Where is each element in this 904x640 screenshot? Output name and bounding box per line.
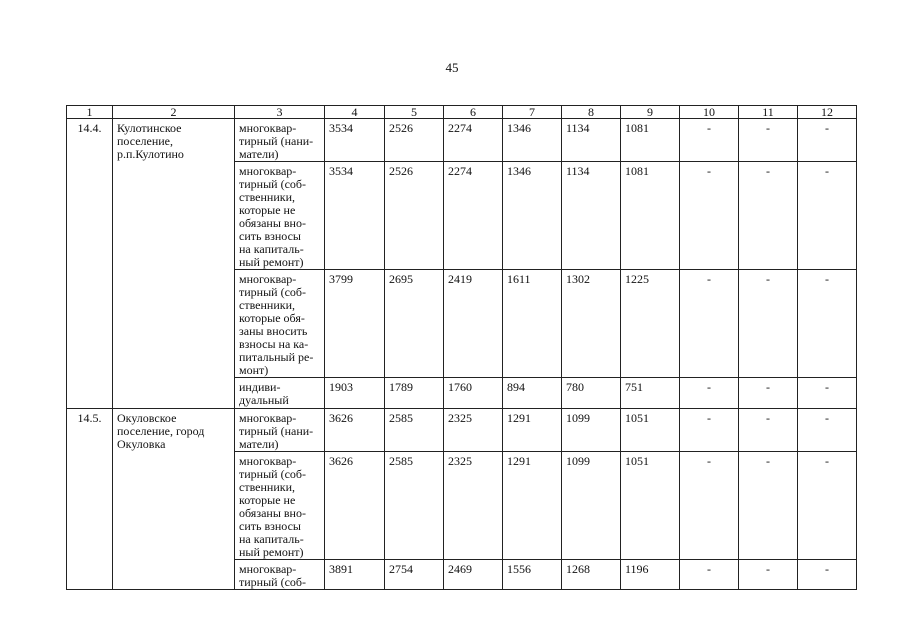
housing-type-line: сить взносы <box>239 519 301 533</box>
housing-type-line: тирный (соб- <box>239 177 306 191</box>
empty-value-cell: - <box>680 270 739 378</box>
housing-type-line: индиви- <box>239 380 281 394</box>
value-cell: 1789 <box>385 378 444 409</box>
housing-type-line: которые не <box>239 493 296 507</box>
housing-type-line: ный ремонт) <box>239 255 304 269</box>
value-cell: 1134 <box>562 162 621 270</box>
value-cell: 2695 <box>385 270 444 378</box>
column-header: 3 <box>235 106 325 119</box>
value-cell: 3534 <box>325 162 385 270</box>
empty-value-cell: - <box>739 452 798 560</box>
value-cell: 1291 <box>503 452 562 560</box>
value-cell: 1346 <box>503 162 562 270</box>
empty-value-cell: - <box>680 162 739 270</box>
header-row <box>67 106 857 119</box>
empty-value-cell: - <box>798 378 857 409</box>
housing-type-cell <box>235 452 325 560</box>
empty-value-cell: - <box>798 452 857 560</box>
settlement-name-cell <box>113 409 235 590</box>
housing-type-cell <box>235 162 325 270</box>
empty-value-cell: - <box>798 409 857 452</box>
value-cell: 894 <box>503 378 562 409</box>
empty-value-cell: - <box>739 119 798 162</box>
item-code-cell: 14.4. <box>67 119 113 409</box>
housing-type-line: матели) <box>239 147 279 161</box>
empty-value-cell: - <box>798 560 857 590</box>
table-row <box>67 409 857 452</box>
housing-type-line: заны вносить <box>239 324 308 338</box>
empty-value-cell: - <box>739 270 798 378</box>
column-header: 6 <box>444 106 503 119</box>
empty-value-cell: - <box>798 270 857 378</box>
housing-type-line: сить взносы <box>239 229 301 243</box>
housing-type-line: ственники, <box>239 298 296 312</box>
value-cell: 1051 <box>621 452 680 560</box>
value-cell: 3626 <box>325 409 385 452</box>
settlement-name-line: Окуловское <box>117 411 177 425</box>
value-cell: 3626 <box>325 452 385 560</box>
housing-type-line: тирный (нани- <box>239 134 314 148</box>
empty-value-cell: - <box>739 378 798 409</box>
value-cell: 2585 <box>385 409 444 452</box>
housing-type-cell <box>235 119 325 162</box>
page-number: 45 <box>445 60 459 75</box>
empty-value-cell: - <box>680 560 739 590</box>
value-cell: 2325 <box>444 409 503 452</box>
housing-type-line: ный ремонт) <box>239 545 304 559</box>
empty-value-cell: - <box>739 162 798 270</box>
table-body <box>67 106 857 590</box>
value-cell: 3799 <box>325 270 385 378</box>
housing-type-line: ственники, <box>239 190 296 204</box>
housing-type-line: монт) <box>239 363 269 377</box>
housing-type-line: тирный (нани- <box>239 424 314 438</box>
empty-value-cell: - <box>680 378 739 409</box>
column-header: 12 <box>798 106 857 119</box>
settlement-name-line: Окуловка <box>117 437 166 451</box>
column-header: 9 <box>621 106 680 119</box>
value-cell: 2526 <box>385 119 444 162</box>
housing-type-cell <box>235 560 325 590</box>
value-cell: 1099 <box>562 409 621 452</box>
housing-type-line: взносы на ка- <box>239 337 309 351</box>
housing-type-line: на капиталь- <box>239 532 304 546</box>
value-cell: 2585 <box>385 452 444 560</box>
housing-type-line: многоквар- <box>239 164 297 178</box>
value-cell: 1760 <box>444 378 503 409</box>
column-header: 10 <box>680 106 739 119</box>
housing-type-line: многоквар- <box>239 272 297 286</box>
column-header: 11 <box>739 106 798 119</box>
value-cell: 2274 <box>444 162 503 270</box>
housing-type-line: многоквар- <box>239 121 297 135</box>
value-cell: 2754 <box>385 560 444 590</box>
value-cell: 1225 <box>621 270 680 378</box>
value-cell: 1081 <box>621 162 680 270</box>
value-cell: 1302 <box>562 270 621 378</box>
item-code-cell: 14.5. <box>67 409 113 590</box>
housing-type-line: многоквар- <box>239 454 297 468</box>
settlement-name-line: поселение, город <box>117 424 205 438</box>
value-cell: 1903 <box>325 378 385 409</box>
empty-value-cell: - <box>739 409 798 452</box>
empty-value-cell: - <box>798 119 857 162</box>
tariff-table <box>66 105 857 590</box>
column-header: 1 <box>67 106 113 119</box>
value-cell: 751 <box>621 378 680 409</box>
column-header: 5 <box>385 106 444 119</box>
settlement-name-line: р.п.Кулотино <box>117 147 184 161</box>
value-cell: 1291 <box>503 409 562 452</box>
housing-type-line: тирный (соб- <box>239 575 306 589</box>
empty-value-cell: - <box>798 162 857 270</box>
value-cell: 2526 <box>385 162 444 270</box>
value-cell: 1081 <box>621 119 680 162</box>
value-cell: 2274 <box>444 119 503 162</box>
housing-type-line: ственники, <box>239 480 296 494</box>
value-cell: 1556 <box>503 560 562 590</box>
housing-type-cell <box>235 378 325 409</box>
value-cell: 3534 <box>325 119 385 162</box>
value-cell: 1196 <box>621 560 680 590</box>
settlement-name-line: поселение, <box>117 134 174 148</box>
table-row <box>67 119 857 162</box>
value-cell: 1346 <box>503 119 562 162</box>
housing-type-line: многоквар- <box>239 411 297 425</box>
housing-type-line: питальный ре- <box>239 350 314 364</box>
value-cell: 1268 <box>562 560 621 590</box>
housing-type-line: дуальный <box>239 393 289 407</box>
value-cell: 3891 <box>325 560 385 590</box>
value-cell: 1051 <box>621 409 680 452</box>
empty-value-cell: - <box>680 119 739 162</box>
housing-type-line: которые не <box>239 203 296 217</box>
value-cell: 1134 <box>562 119 621 162</box>
housing-type-cell <box>235 409 325 452</box>
value-cell: 2325 <box>444 452 503 560</box>
housing-type-line: на капиталь- <box>239 242 304 256</box>
settlement-name-line: Кулотинское <box>117 121 182 135</box>
column-header: 4 <box>325 106 385 119</box>
housing-type-line: обязаны вно- <box>239 506 306 520</box>
column-header: 2 <box>113 106 235 119</box>
value-cell: 2469 <box>444 560 503 590</box>
empty-value-cell: - <box>680 409 739 452</box>
empty-value-cell: - <box>739 560 798 590</box>
housing-type-line: многоквар- <box>239 562 297 576</box>
housing-type-line: обязаны вно- <box>239 216 306 230</box>
housing-type-line: тирный (соб- <box>239 467 306 481</box>
housing-type-cell <box>235 270 325 378</box>
column-header: 7 <box>503 106 562 119</box>
housing-type-line: матели) <box>239 437 279 451</box>
value-cell: 780 <box>562 378 621 409</box>
housing-type-line: которые обя- <box>239 311 305 325</box>
value-cell: 2419 <box>444 270 503 378</box>
settlement-name-cell <box>113 119 235 409</box>
value-cell: 1099 <box>562 452 621 560</box>
housing-type-line: тирный (соб- <box>239 285 306 299</box>
column-header: 8 <box>562 106 621 119</box>
value-cell: 1611 <box>503 270 562 378</box>
empty-value-cell: - <box>680 452 739 560</box>
